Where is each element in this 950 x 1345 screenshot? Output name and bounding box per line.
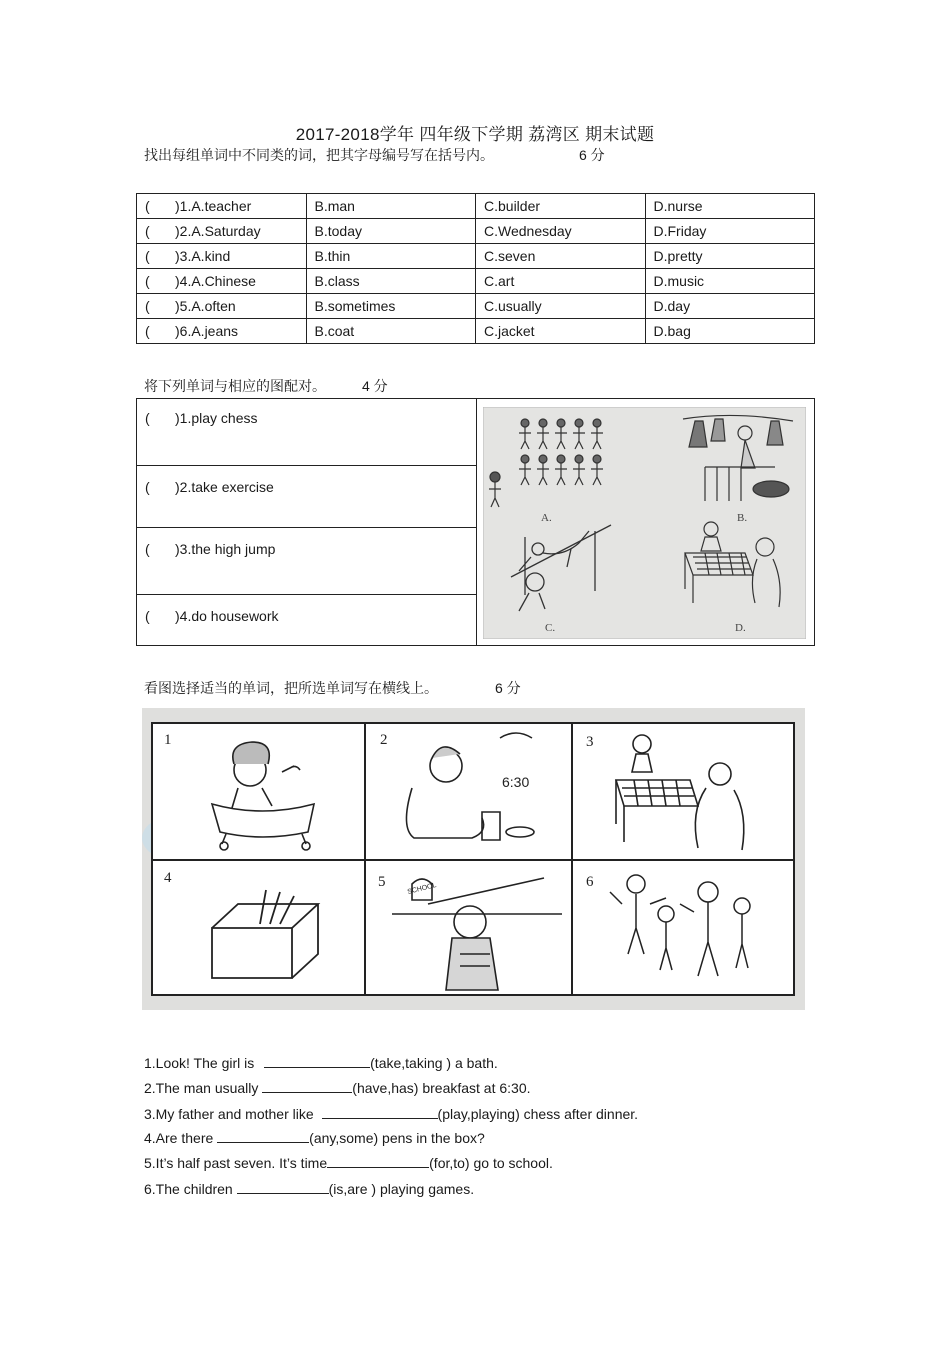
sentence-1: 1.Look! The girl is (take,taking ) a bath.	[144, 1055, 498, 1071]
table-cell-c: C.jacket	[476, 319, 646, 344]
sentence-4: 4.Are there (any,some) pens in the box?	[144, 1130, 485, 1146]
table-cell-a: ( )2.A.Saturday	[137, 219, 307, 244]
table-cell-c: C.art	[476, 269, 646, 294]
match-item: ( )1.play chess	[137, 399, 476, 466]
odd-one-out-table	[136, 193, 815, 344]
picture-label-b: B.	[737, 512, 748, 524]
school-sign: SCHOOL	[406, 881, 438, 896]
section1-instruction	[144, 145, 744, 165]
table-cell-a: ( )3.A.kind	[137, 244, 307, 269]
table-cell-c: C.Wednesday	[476, 219, 646, 244]
panel-number-4: 4	[164, 870, 172, 886]
matching-picture	[483, 407, 806, 639]
table-row	[137, 244, 815, 269]
picture-label-c: C.	[545, 622, 556, 634]
table-cell-d: D.music	[645, 269, 815, 294]
table-row	[137, 294, 815, 319]
picture-label-d: D.	[735, 622, 746, 634]
table-cell-b: B.sometimes	[306, 294, 476, 319]
table-cell-b: B.man	[306, 194, 476, 219]
section2-instruction	[144, 376, 544, 396]
section2-points: 4 分	[362, 378, 388, 394]
table-cell-c: C.usually	[476, 294, 646, 319]
table-cell-a: ( )6.A.jeans	[137, 319, 307, 344]
table-cell-b: B.thin	[306, 244, 476, 269]
sentence-5: 5.It’s half past seven. It’s time (for,to) go to school.	[144, 1155, 553, 1171]
table-cell-a: ( )1.A.teacher	[137, 194, 307, 219]
section1-instruction-text: 找出每组单词中不同类的词，把其字母编号写在括号内。	[144, 147, 494, 163]
answer-blank[interactable]	[262, 1078, 352, 1093]
table-row	[137, 269, 815, 294]
table-row	[137, 219, 815, 244]
matching-box	[136, 398, 815, 646]
match-item: ( )3.the high jump	[137, 528, 476, 595]
match-item: ( )4.do housework	[145, 608, 279, 624]
answer-blank[interactable]	[237, 1179, 329, 1194]
panel-number-2: 2	[380, 732, 388, 748]
page-title: 2017-2018学年 四年级下学期 荔湾区 期末试题	[295, 125, 655, 144]
answer-blank[interactable]	[264, 1053, 370, 1068]
panel-number-5: 5	[378, 874, 386, 890]
table-cell-c: C.builder	[476, 194, 646, 219]
table-cell-a: ( )5.A.often	[137, 294, 307, 319]
panel-number-6: 6	[586, 874, 594, 890]
table-row	[137, 194, 815, 219]
section2-instruction-text: 将下列单词与相应的图配对。	[144, 378, 326, 394]
table-cell-a: ( )4.A.Chinese	[137, 269, 307, 294]
picture-label-a: A.	[541, 512, 552, 524]
section3-instruction-text: 看图选择适当的单词，把所选单词写在横线上。	[144, 680, 438, 696]
table-cell-d: D.nurse	[645, 194, 815, 219]
answer-blank[interactable]	[327, 1153, 429, 1168]
matching-items	[137, 399, 477, 645]
panel-number-1: 1	[164, 732, 172, 748]
answer-blank[interactable]	[217, 1128, 309, 1143]
table-row	[137, 319, 815, 344]
table-cell-d: D.bag	[645, 319, 815, 344]
table-cell-d: D.day	[645, 294, 815, 319]
clock-time: 6:30	[502, 774, 530, 790]
table-cell-b: B.class	[306, 269, 476, 294]
table-cell-b: B.today	[306, 219, 476, 244]
table-cell-b: B.coat	[306, 319, 476, 344]
section1-points: 6 分	[579, 147, 605, 163]
section3-instruction	[144, 678, 564, 698]
answer-blank[interactable]	[322, 1104, 438, 1119]
table-cell-d: D.pretty	[645, 244, 815, 269]
sentence-6: 6.The children (is,are ) playing games.	[144, 1181, 475, 1197]
table-cell-c: C.seven	[476, 244, 646, 269]
six-panel-picture	[142, 708, 805, 1010]
table-cell-d: D.Friday	[645, 219, 815, 244]
sentence-2: 2.The man usually (have,has) breakfast at 6:30.	[144, 1080, 531, 1096]
section3-points: 6 分	[495, 680, 521, 696]
match-item: ( )2.take exercise	[137, 466, 476, 528]
sentence-3: 3.My father and mother like (play,playing) chess after dinner.	[144, 1106, 639, 1122]
panel-number-3: 3	[586, 734, 594, 750]
